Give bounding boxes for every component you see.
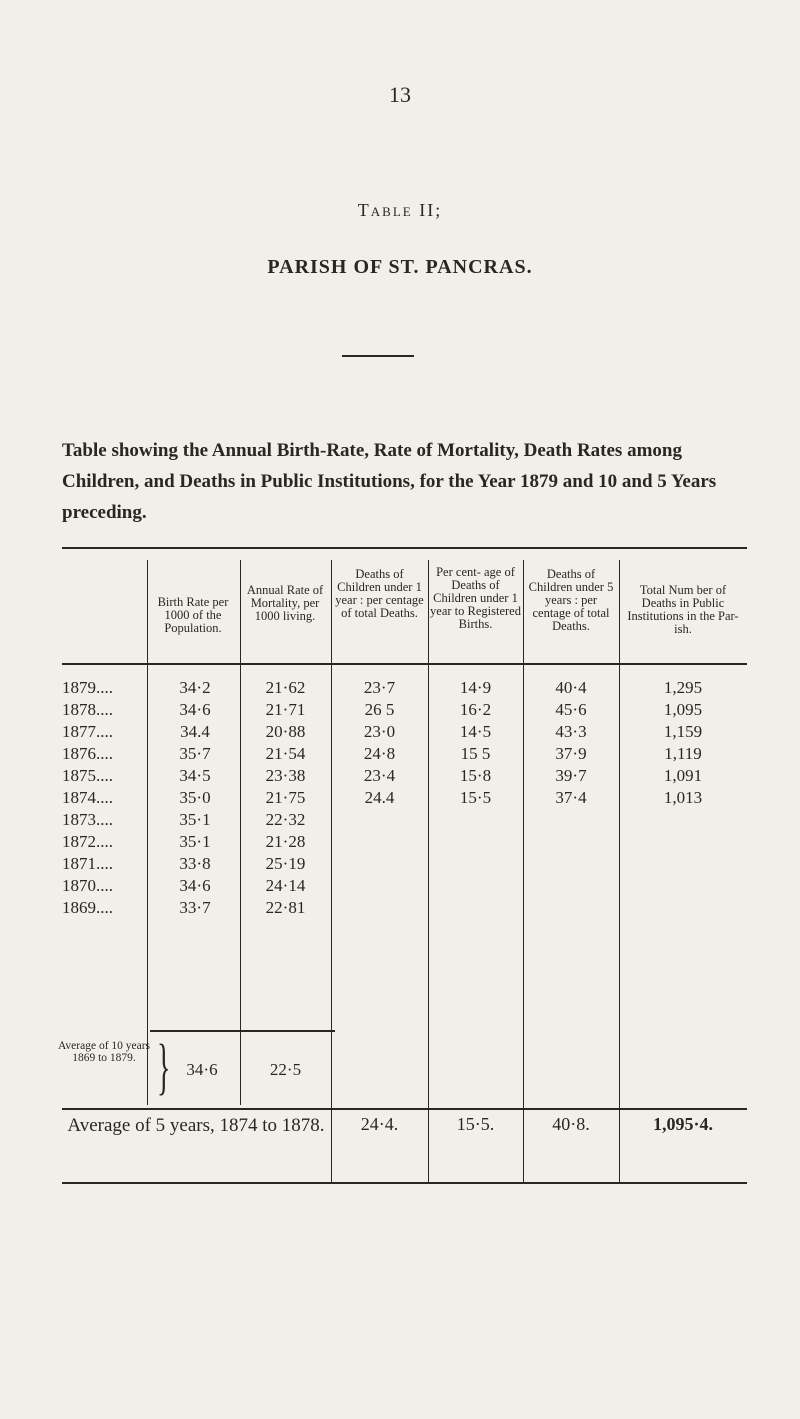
cell-under5-deaths: 37·4 xyxy=(555,788,587,807)
row-year: 1877.... xyxy=(62,722,113,741)
cell-institution-deaths: 1,119 xyxy=(664,744,702,763)
cell-mortality: 23·38 xyxy=(265,766,306,785)
column-header-infant-births: Per cent- age of Deaths of Children under 1 year to Registered Births. xyxy=(430,565,521,631)
average-5-institution-deaths: 1,095·4. xyxy=(652,1114,713,1134)
cell-under5-deaths: 37·9 xyxy=(555,744,587,763)
brace-icon: } xyxy=(157,1033,171,1101)
cell-infant-deaths: 23·0 xyxy=(363,722,396,741)
row-year: 1876.... xyxy=(62,744,113,763)
cell-institution-deaths: 1,295 xyxy=(663,678,703,697)
column-header-under5-deaths: Deaths of Children under 5 years : per centage of total Deaths. xyxy=(528,567,614,633)
page-number: 13 xyxy=(389,82,411,107)
column-divider xyxy=(523,560,524,1182)
cell-institution-deaths: 1,091 xyxy=(663,766,703,785)
cell-mortality: 21·28 xyxy=(265,832,306,851)
row-year: 1869.... xyxy=(62,898,113,917)
average-10-mortality: 22·5 xyxy=(269,1060,302,1079)
average-5-infant-deaths: 24·4. xyxy=(360,1114,399,1134)
header-bottom-rule xyxy=(62,663,747,665)
cell-mortality: 24·14 xyxy=(265,876,306,895)
table-top-rule xyxy=(62,547,747,549)
cell-infant-deaths: 26 5 xyxy=(364,700,395,719)
cell-mortality: 22·81 xyxy=(265,898,306,917)
column-header-institution-deaths: Total Num ber of Deaths in Public Institutions in the Par- ish. xyxy=(627,583,739,636)
parish-title: PARISH OF ST. PANCRAS. xyxy=(267,256,533,278)
average-10-birth-rate: 34·6 xyxy=(186,1060,218,1079)
cell-birth-rate: 33·8 xyxy=(179,854,211,873)
cell-birth-rate: 34·6 xyxy=(179,876,211,895)
average5-top-rule xyxy=(62,1108,747,1110)
cell-mortality: 21·54 xyxy=(265,744,306,763)
cell-birth-rate: 34·2 xyxy=(179,678,211,697)
cell-mortality: 21·71 xyxy=(265,700,306,719)
cell-infant-births: 15·8 xyxy=(459,766,492,785)
table-description: Table showing the Annual Birth-Rate, Rate of Mortality, Death Rates among Children, and Deaths in Public Institutions, for the Year 1879 and 10 and 5 Years preceding. xyxy=(62,440,717,523)
average-5-under5-deaths: 40·8. xyxy=(552,1114,590,1134)
average10-top-rule xyxy=(150,1030,335,1032)
column-header-mortality: Annual Rate of Mortality, per 1000 living. xyxy=(246,583,324,623)
cell-mortality: 25·19 xyxy=(265,854,306,873)
cell-birth-rate: 34.4 xyxy=(180,722,210,741)
cell-institution-deaths: 1,095 xyxy=(663,700,703,719)
table-label: Table II; xyxy=(357,200,443,220)
average-5-label: Average of 5 years, 1874 to 1878. xyxy=(67,1115,325,1136)
cell-birth-rate: 35·7 xyxy=(179,744,211,763)
cell-mortality: 21·62 xyxy=(265,678,306,697)
table-bottom-rule xyxy=(62,1182,747,1184)
column-divider xyxy=(428,560,429,1182)
cell-under5-deaths: 40·4 xyxy=(555,678,587,697)
average-10-label: Average of 10 years 1869 to 1879. xyxy=(57,1040,151,1064)
cell-under5-deaths: 39·7 xyxy=(555,766,587,785)
cell-under5-deaths: 45·6 xyxy=(555,700,587,719)
cell-birth-rate: 34·6 xyxy=(179,700,211,719)
cell-infant-deaths: 24.4 xyxy=(364,788,395,807)
cell-infant-births: 14·5 xyxy=(459,722,492,741)
column-divider xyxy=(619,560,620,1182)
cell-birth-rate: 35·1 xyxy=(179,810,211,829)
column-header-infant-deaths: Deaths of Children under 1 year : per centage of total Deaths. xyxy=(335,567,424,620)
cell-infant-births: 15·5 xyxy=(459,788,492,807)
column-header-birth-rate: Birth Rate per 1000 of the Population. xyxy=(157,595,229,635)
row-year: 1875.... xyxy=(62,766,113,785)
cell-under5-deaths: 43·3 xyxy=(555,722,587,741)
cell-infant-births: 15 5 xyxy=(460,744,491,763)
cell-mortality: 20·88 xyxy=(265,722,306,741)
cell-institution-deaths: 1,013 xyxy=(663,788,703,807)
cell-birth-rate: 34·5 xyxy=(179,766,211,785)
column-divider xyxy=(147,560,148,1105)
cell-birth-rate: 33·7 xyxy=(179,898,211,917)
row-year: 1870.... xyxy=(62,876,113,895)
cell-infant-deaths: 23·7 xyxy=(363,678,396,697)
row-year: 1879.... xyxy=(62,678,113,697)
cell-birth-rate: 35·1 xyxy=(179,832,211,851)
cell-birth-rate: 35·0 xyxy=(179,788,211,807)
row-year: 1874.... xyxy=(62,788,113,807)
cell-infant-deaths: 24·8 xyxy=(363,744,396,763)
cell-institution-deaths: 1,159 xyxy=(663,722,703,741)
cell-mortality: 22·32 xyxy=(265,810,306,829)
row-year: 1872.... xyxy=(62,832,113,851)
row-year: 1873.... xyxy=(62,810,113,829)
row-year: 1878.... xyxy=(62,700,113,719)
separator-rule xyxy=(342,355,414,357)
average-5-infant-births: 15·5. xyxy=(456,1114,495,1134)
cell-infant-births: 16·2 xyxy=(459,700,492,719)
row-year: 1871.... xyxy=(62,854,113,873)
cell-infant-deaths: 23·4 xyxy=(363,766,396,785)
cell-mortality: 21·75 xyxy=(265,788,306,807)
cell-infant-births: 14·9 xyxy=(459,678,492,697)
column-divider xyxy=(331,560,332,1182)
